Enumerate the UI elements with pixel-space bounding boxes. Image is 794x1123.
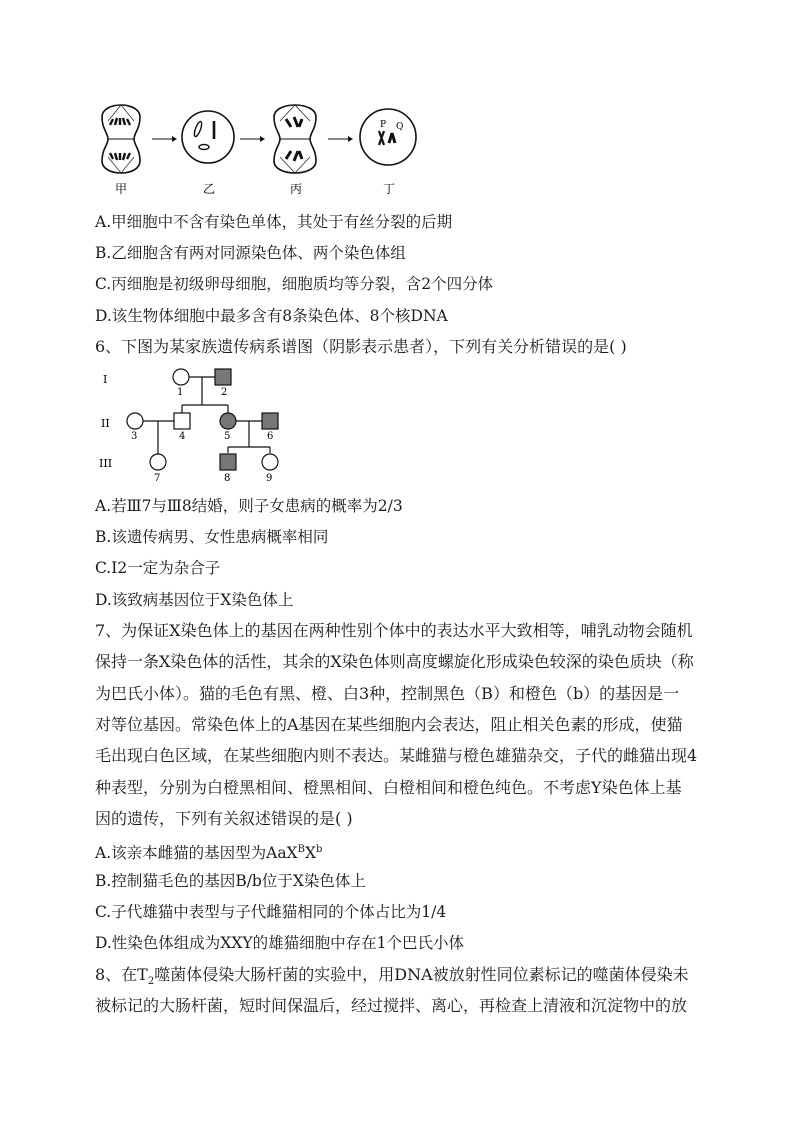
q8-stem-line-1: 8、在$T_2$噬菌体侵染大肠杆菌的实验中，用DNA被放射性同位素标记的噬菌体侵染未 (95, 965, 689, 988)
arrow-3 (328, 136, 353, 142)
svg-text:2: 2 (221, 387, 228, 398)
member-8 (220, 454, 236, 470)
member-7 (150, 454, 166, 470)
member-3 (127, 413, 143, 429)
arrow-2 (240, 136, 265, 142)
q6-option-c: C.Ⅰ2一定为杂合子 (95, 559, 221, 577)
cell-yi (182, 111, 234, 163)
pedigree-chart (95, 365, 295, 487)
q5-option-c: C.丙细胞是初级卵母细胞，细胞质均等分裂，含2个四分体 (95, 275, 494, 293)
q5-option-a: A.甲细胞中不含有染色单体，其处于有丝分裂的后期 (95, 213, 453, 231)
arrow-1 (152, 136, 177, 142)
member-4 (174, 413, 190, 429)
svg-text:5: 5 (224, 431, 231, 442)
q7-option-a: A.该亲本雌猫的基因型为$AaX^BX^b$ (95, 844, 323, 863)
q6-option-b: B.该遗传病男、女性患病概率相同 (95, 528, 329, 546)
svg-text:1: 1 (177, 387, 184, 398)
member-9 (262, 454, 278, 470)
chromosome-label-q: Q (396, 122, 404, 132)
q5-option-b: B.乙细胞含有两对同源染色体、两个染色体组 (95, 244, 406, 262)
svg-text:7: 7 (154, 473, 161, 484)
q7-stem-line-6: 种表型，分别为白橙黑相间、橙黑相间、白橙相间和橙色纯色。不考虑Y染色体上基 (95, 778, 682, 797)
q6-option-a: A.若Ⅲ7与Ⅲ8结婚，则子女患病的概率为2/3 (95, 497, 403, 515)
figure-label-yi: 乙 (203, 182, 216, 195)
q7-option-d: D.性染色体组成为XXY的雄猫细胞中存在1个巴氏小体 (95, 934, 464, 952)
q7-option-b: B.控制猫毛色的基因B/b位于X染色体上 (95, 872, 366, 890)
q6-stem: 6、下图为某家族遗传病系谱图（阴影表示患者），下列有关分析错误的是( ) (95, 337, 627, 356)
q8-stem-line-2: 被标记的大肠杆菌，短时间保温后，经过搅拌、离心，再检查上清液和沉淀物中的放 (95, 996, 688, 1015)
figure-label-jia: 甲 (115, 182, 128, 195)
member-5 (220, 413, 236, 429)
svg-text:9: 9 (266, 473, 273, 484)
q6-option-d: D.该致病基因位于X染色体上 (95, 591, 294, 609)
generation-label-2: II (101, 417, 110, 430)
svg-text:8: 8 (224, 473, 231, 484)
q7-stem-line-3: 为巴氏小体）。猫的毛色有黑、橙、白3种，控制黑色（B）和橙色（b）的基因是一 (95, 684, 680, 703)
chromosome-label-p: P (380, 120, 387, 130)
cell-jia (102, 105, 140, 173)
figure-label-bing: 丙 (290, 182, 303, 195)
generation-label-1: I (103, 373, 108, 386)
member-1 (173, 369, 189, 385)
q7-stem-line-5: 毛出现白色区域，在某些细胞内则不表达。某雌猫与橙色雄猫杂交，子代的雌猫出现4 (95, 746, 698, 765)
q7-stem-line-2: 保持一条X染色体的活性，其余的X染色体则高度螺旋化形成染色较深的染色质块（称 (95, 652, 694, 671)
generation-label-3: III (99, 457, 113, 470)
member-6 (262, 413, 278, 429)
q7-stem-line-7: 因的遗传，下列有关叙述错误的是( ) (95, 809, 353, 828)
q5-option-d: D.该生物体细胞中最多含有8条染色体、8个核DNA (95, 307, 448, 325)
svg-text:3: 3 (131, 431, 138, 442)
figure-label-ding: 丁 (383, 182, 396, 195)
svg-text:4: 4 (179, 431, 186, 442)
q7-option-c: C.子代雄猫中表型与子代雌猫相同的个体占比为1/4 (95, 903, 447, 921)
q7-stem-line-4: 对等位基因。常染色体上的A基因在某些细胞内会表达，阻止相关色素的形成，使猫 (95, 715, 683, 734)
svg-text:6: 6 (267, 431, 274, 442)
member-2 (215, 369, 231, 385)
cell-bing (274, 105, 316, 173)
cell-ding (360, 109, 416, 165)
q7-stem-line-1: 7、为保证X染色体上的基因在两种性别个体中的表达水平大致相等，哺乳动物会随机 (95, 621, 693, 640)
cell-division-figure (90, 95, 430, 195)
